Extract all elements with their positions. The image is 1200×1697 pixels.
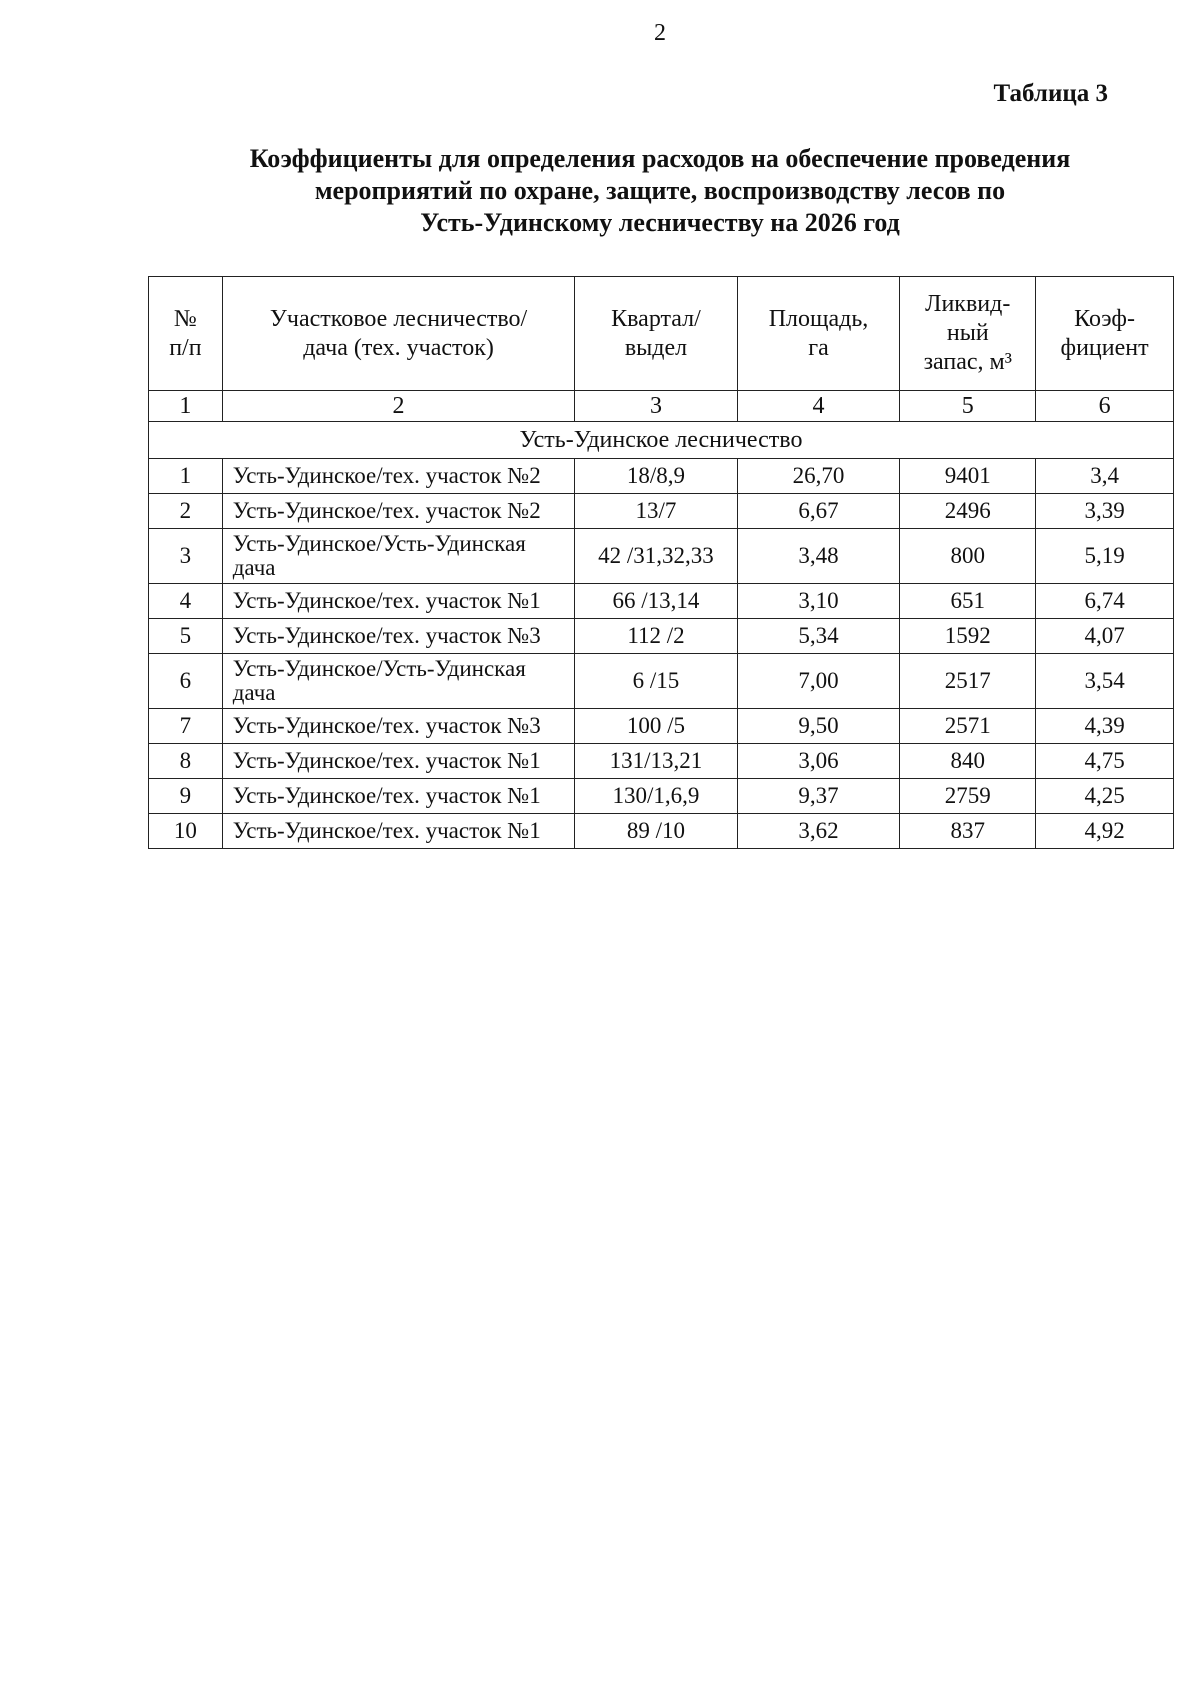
header-coefficient (1036, 277, 1174, 391)
cell-forestry: Усть-Удинское/тех. участок №1 (222, 744, 575, 779)
cell-number: 3 (149, 529, 223, 584)
cell-coefficient: 3,4 (1036, 459, 1174, 494)
cell-stock: 1592 (900, 619, 1036, 654)
cell-stock: 2517 (900, 654, 1036, 709)
cell-number: 9 (149, 779, 223, 814)
section-row (149, 422, 1174, 459)
cell-quarter: 18/8,9 (575, 459, 737, 494)
cell-area: 9,37 (737, 779, 900, 814)
cell-quarter: 89 /10 (575, 814, 737, 849)
cell-forestry: Усть-Удинское/тех. участок №3 (222, 709, 575, 744)
table-row (149, 814, 1174, 849)
header-coefficient-line1: Коэф- (1074, 305, 1135, 332)
header-forestry-line2: дача (тех. участок) (303, 334, 494, 361)
cell-area: 3,62 (737, 814, 900, 849)
cell-coefficient: 4,75 (1036, 744, 1174, 779)
cell-quarter: 42 /31,32,33 (575, 529, 737, 584)
cell-stock: 2496 (900, 494, 1036, 529)
cell-area: 7,00 (737, 654, 900, 709)
table-header-row (149, 277, 1174, 391)
cell-area: 3,48 (737, 529, 900, 584)
table-row (149, 529, 1174, 584)
cell-quarter: 131/13,21 (575, 744, 737, 779)
page-number: 2 (654, 20, 666, 46)
table-label: Таблица 3 (993, 80, 1108, 107)
cell-stock: 837 (900, 814, 1036, 849)
cell-number: 10 (149, 814, 223, 849)
cell-quarter: 6 /15 (575, 654, 737, 709)
cell-number: 8 (149, 744, 223, 779)
cell-area: 6,67 (737, 494, 900, 529)
cell-forestry: Усть-Удинское/тех. участок №2 (222, 459, 575, 494)
column-number: 4 (737, 391, 900, 422)
header-quarter-line2: выдел (624, 334, 688, 361)
coefficients-table (148, 276, 1174, 849)
table-row (149, 494, 1174, 529)
cell-number: 5 (149, 619, 223, 654)
cell-coefficient: 4,07 (1036, 619, 1174, 654)
cell-number: 7 (149, 709, 223, 744)
cell-number: 1 (149, 459, 223, 494)
header-number-line2: п/п (169, 334, 202, 361)
cell-stock: 9401 (900, 459, 1036, 494)
cell-area: 26,70 (737, 459, 900, 494)
cell-stock: 2571 (900, 709, 1036, 744)
header-coefficient-line2: фициент (1060, 334, 1149, 361)
table-row (149, 619, 1174, 654)
cell-forestry: Усть-Удинское/Усть-Удинская дача (222, 529, 575, 584)
cell-stock: 651 (900, 584, 1036, 619)
cell-coefficient: 4,25 (1036, 779, 1174, 814)
column-number: 1 (149, 391, 223, 422)
cell-forestry: Усть-Удинское/тех. участок №2 (222, 494, 575, 529)
cell-area: 3,06 (737, 744, 900, 779)
title-line-3: Усть-Удинскому лесничеству на 2026 год (420, 208, 900, 237)
header-quarter-line1: Квартал/ (611, 305, 701, 332)
cell-stock: 2759 (900, 779, 1036, 814)
column-number-row (149, 391, 1174, 422)
cell-coefficient: 4,39 (1036, 709, 1174, 744)
title-line-2: мероприятий по охране, защите, воспроизводству лесов по (314, 176, 1006, 205)
cell-forestry: Усть-Удинское/тех. участок №3 (222, 619, 575, 654)
cell-forestry: Усть-Удинское/Усть-Удинская дача (222, 654, 575, 709)
table-row (149, 584, 1174, 619)
cell-forestry: Усть-Удинское/тех. участок №1 (222, 779, 575, 814)
header-stock-line1: Ликвид- (925, 291, 1011, 317)
cell-forestry: Усть-Удинское/тех. участок №1 (222, 814, 575, 849)
header-quarter (575, 277, 737, 391)
cell-quarter: 130/1,6,9 (575, 779, 737, 814)
cell-coefficient: 5,19 (1036, 529, 1174, 584)
cell-number: 6 (149, 654, 223, 709)
header-number (149, 277, 223, 391)
cell-coefficient: 6,74 (1036, 584, 1174, 619)
cell-coefficient: 3,54 (1036, 654, 1174, 709)
cell-quarter: 100 /5 (575, 709, 737, 744)
cell-stock: 840 (900, 744, 1036, 779)
cell-quarter: 13/7 (575, 494, 737, 529)
header-forestry-line1: Участковое лесничество/ (269, 305, 528, 332)
header-stock-line3: запас, м³ (923, 349, 1012, 375)
column-number: 5 (900, 391, 1036, 422)
header-stock (900, 277, 1036, 391)
section-title: Усть-Удинское лесничество (149, 422, 1174, 459)
table-row (149, 654, 1174, 709)
cell-quarter: 112 /2 (575, 619, 737, 654)
header-area (737, 277, 900, 391)
cell-area: 5,34 (737, 619, 900, 654)
header-area-line1: Площадь, (768, 305, 869, 332)
cell-quarter: 66 /13,14 (575, 584, 737, 619)
column-number: 2 (222, 391, 575, 422)
document-title (150, 143, 1170, 239)
table-row (149, 709, 1174, 744)
header-area-line2: га (808, 334, 829, 361)
cell-number: 4 (149, 584, 223, 619)
cell-area: 3,10 (737, 584, 900, 619)
cell-stock: 800 (900, 529, 1036, 584)
cell-coefficient: 4,92 (1036, 814, 1174, 849)
column-number: 6 (1036, 391, 1174, 422)
cell-area: 9,50 (737, 709, 900, 744)
table-row (149, 744, 1174, 779)
table-row (149, 779, 1174, 814)
title-line-1: Коэффициенты для определения расходов на обеспечение проведения (249, 144, 1071, 173)
header-number-line1: № (173, 305, 197, 332)
column-number: 3 (575, 391, 737, 422)
cell-coefficient: 3,39 (1036, 494, 1174, 529)
cell-number: 2 (149, 494, 223, 529)
cell-forestry: Усть-Удинское/тех. участок №1 (222, 584, 575, 619)
header-stock-line2: ный (946, 320, 989, 346)
table-row (149, 459, 1174, 494)
header-forestry (222, 277, 575, 391)
